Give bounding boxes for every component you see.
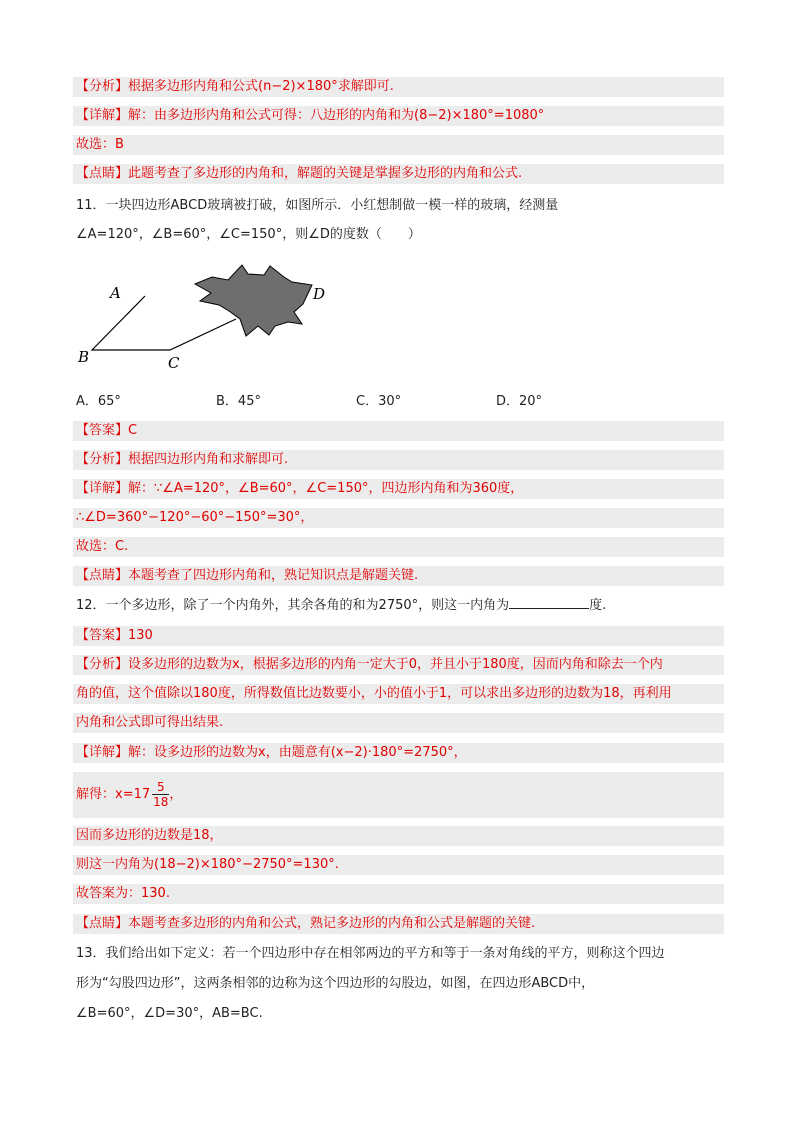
analysis-tag: 【分析】 [76,657,129,672]
answer-text: 130 [128,628,153,643]
comment-tag: 【点睛】 [76,166,129,181]
comment-text: 本题考查多边形的内角和公式，熟记多边形的内角和公式是解题的关键. [128,916,536,931]
analysis-tag: 【分析】 [76,452,129,467]
vertex-label-a: A [110,284,121,302]
fraction [152,780,169,809]
analysis-line [73,77,724,97]
q12-stem-unit: 度. [589,598,607,613]
sides-line: 因而多边形的边数是18， [73,826,724,846]
detail-line [73,743,724,763]
detail-text: 解：设多边形的边数为x，由题意有(x−2)·180°=2750°， [128,745,467,760]
solution-line [73,772,724,818]
fraction-denominator: 18 [153,795,169,809]
analysis-tag: 【分析】 [76,79,129,94]
analysis-line-1 [73,655,724,675]
answer-line [73,421,724,441]
q11-broken-glass-figure [70,262,340,377]
option-d: D．20° [496,394,543,409]
choice-line: 故选：B [73,135,724,155]
q13-line1: 13．我们给出如下定义：若一个四边形中存在相邻两边的平方和等于一条对角线的平方，则称这个四边 [76,946,665,961]
analysis-text: 根据四边形内角和求解即可. [128,452,289,467]
vertex-label-b: B [78,348,90,366]
q12-stem [76,596,606,616]
detail-tag: 【详解】 [76,481,129,496]
analysis-text: 根据多边形内角和公式(n−2)×180°求解即可. [128,79,394,94]
answer-blank [509,596,589,609]
analysis-line-2: 角的值，这个值除以180度，所得数值比边数要小，小的值小于1，可以求出多边形的边数为18，再利用 [73,684,724,704]
q11-stem-line2: ∠A=120°，∠B=60°，∠C=150°，则∠D的度数（ ） [76,227,421,242]
comment-text: 此题考查了多边形的内角和，解题的关键是掌握多边形的内角和公式. [128,166,523,181]
answer-line [73,626,724,646]
answer-tag: 【答案】 [76,628,129,643]
fraction-numerator: 5 [152,780,169,795]
solution-prefix: 解得：x=17 [76,787,151,802]
analysis-line-3: 内角和公式即可得出结果. [73,713,724,733]
detail-text: 解：由多边形内角和公式可得：八边形的内角和为(8−2)×180°=1080° [128,108,545,123]
detail-line [73,106,724,126]
option-b: B．45° [216,394,261,409]
choice-line: 故选：C. [73,537,724,557]
analysis-line [73,450,724,470]
option-a: A．65° [76,394,121,409]
comment-line [73,566,724,586]
q13-line3: ∠B=60°，∠D=30°，AB=BC. [76,1006,263,1021]
analysis-text-1: 设多边形的边数为x，根据多边形的内角一定大于0，并且小于180度，因而内角和除去一个内 [128,657,663,672]
angle-line: 则这一内角为(18−2)×180°−2750°=130°. [73,855,724,875]
solution-suffix: ， [169,787,183,802]
detail-text: 解：∵∠A=120°，∠B=60°，∠C=150°，四边形内角和为360度， [128,481,524,496]
detail-line [73,479,724,499]
calc-line: ∴∠D=360°−120°−60°−150°=30°， [73,508,724,528]
comment-tag: 【点睛】 [76,568,129,583]
q12-stem-text: 12．一个多边形，除了一个内角外，其余各角的和为2750°，则这一内角为 [76,598,510,613]
detail-tag: 【详解】 [76,745,129,760]
vertex-label-d: D [313,285,326,303]
answer-tag: 【答案】 [76,423,129,438]
q13-line2: 形为“勾股四边形”，这两条相邻的边称为这个四边形的勾股边，如图，在四边形ABCD中， [76,976,595,991]
vertex-label-c: C [168,354,180,372]
q11-stem-line1: 11．一块四边形ABCD玻璃被打破，如图所示．小红想制做一模一样的玻璃，经测量 [76,198,559,213]
option-c: C．30° [356,394,402,409]
comment-text: 本题考查了四边形内角和，熟记知识点是解题关键. [128,568,419,583]
comment-line [73,164,724,184]
comment-line [73,914,724,934]
answer-text: C [128,423,138,438]
final-answer-line: 故答案为：130. [73,884,724,904]
detail-tag: 【详解】 [76,108,129,123]
comment-tag: 【点睛】 [76,916,129,931]
broken-area-shape [195,265,312,336]
